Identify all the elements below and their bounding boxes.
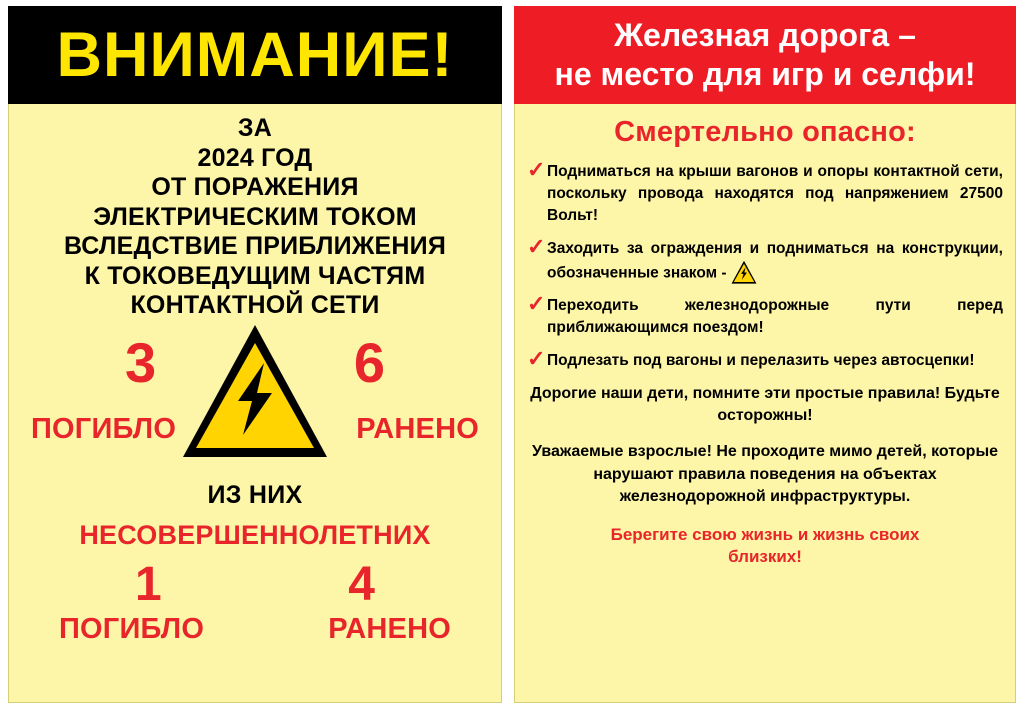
high-voltage-triangle-icon [731, 260, 757, 284]
minor-casualty-labels [17, 613, 493, 653]
killed-label: ПОГИБЛО [31, 412, 177, 445]
final-appeal [527, 524, 1003, 569]
final-line-1: Берегите свою жизнь и жизнь своих [610, 524, 920, 544]
stat-line-0: ЗА [237, 114, 273, 142]
final-line-2: близких! [728, 547, 802, 567]
minors-label: НЕСОВЕРШЕННОЛЕТНИХ [79, 519, 431, 550]
minors-killed-count: 1 [135, 557, 162, 611]
statistics-heading [64, 114, 446, 321]
rule-text-2: Переходить железнодорожные пути перед приближающимся поездом! [547, 297, 1003, 337]
rule-text-3: Подлезать под вагоны и перелазить через автосцепки! [547, 352, 975, 370]
note-adults: Уважаемые взрослые! Не проходите мимо детей, которые нарушают правила поведения на объектах железнодорожной инфраструктуры. [531, 443, 999, 505]
injured-label: РАНЕНО [356, 412, 479, 445]
attention-title: ВНИМАНИЕ! [56, 19, 454, 90]
minors-injured-label: РАНЕНО [328, 612, 451, 645]
minors-killed-label: ПОГИБЛО [59, 612, 205, 645]
list-item [527, 157, 1003, 227]
stat-line-2: ОТ ПОРАЖЕНИЯ [151, 173, 359, 201]
left-panel [0, 0, 508, 709]
minor-casualty-figures [17, 557, 493, 613]
injured-count: 6 [353, 330, 385, 394]
stat-line-6: КОНТАКТНОЙ СЕТИ [130, 291, 380, 319]
of-them-label: ИЗ НИХ [207, 480, 303, 509]
stat-line-3: ЭЛЕКТРИЧЕСКИМ ТОКОМ [93, 202, 417, 231]
deadly-dangerous-title: Смертельно опасно: [614, 116, 916, 148]
stat-line-4: ВСЛЕДСТВИЕ ПРИБЛИЖЕНИЯ [63, 232, 447, 260]
header-line-2: не место для игр и селфи! [554, 56, 976, 92]
rule-text-1 [547, 238, 1003, 284]
check-icon: ✓ [527, 291, 546, 317]
rules-body [514, 104, 1016, 703]
casualty-figures [17, 327, 493, 477]
check-icon: ✓ [527, 234, 546, 259]
attention-banner [8, 6, 502, 104]
header-line-1: Железная дорога – [614, 16, 916, 53]
rule-text-0: Подниматься на крыши вагонов и опоры контактной сети, поскольку провода находятся под напряжением 27500 Вольт! [547, 163, 1003, 224]
rule-text-1-body: Заходить за ограждения и подниматься на конструкции, обозначенные знаком - [547, 240, 1003, 282]
check-icon: ✓ [527, 346, 546, 372]
list-item [527, 234, 1003, 284]
list-item [527, 291, 1003, 339]
list-item [527, 346, 1003, 372]
high-voltage-triangle-icon [180, 321, 330, 461]
railway-header-banner [514, 6, 1016, 104]
note-children: Дорогие наши дети, помните эти простые правила! Будьте осторожны! [530, 385, 1000, 425]
right-panel [508, 0, 1024, 709]
killed-count: 3 [125, 330, 157, 394]
minors-injured-count: 4 [348, 557, 375, 611]
stat-line-5: К ТОКОВЕДУЩИМ ЧАСТЯМ [84, 261, 426, 290]
statistics-body [8, 104, 502, 703]
check-icon: ✓ [527, 157, 546, 182]
stat-line-1: 2024 ГОД [197, 143, 313, 172]
